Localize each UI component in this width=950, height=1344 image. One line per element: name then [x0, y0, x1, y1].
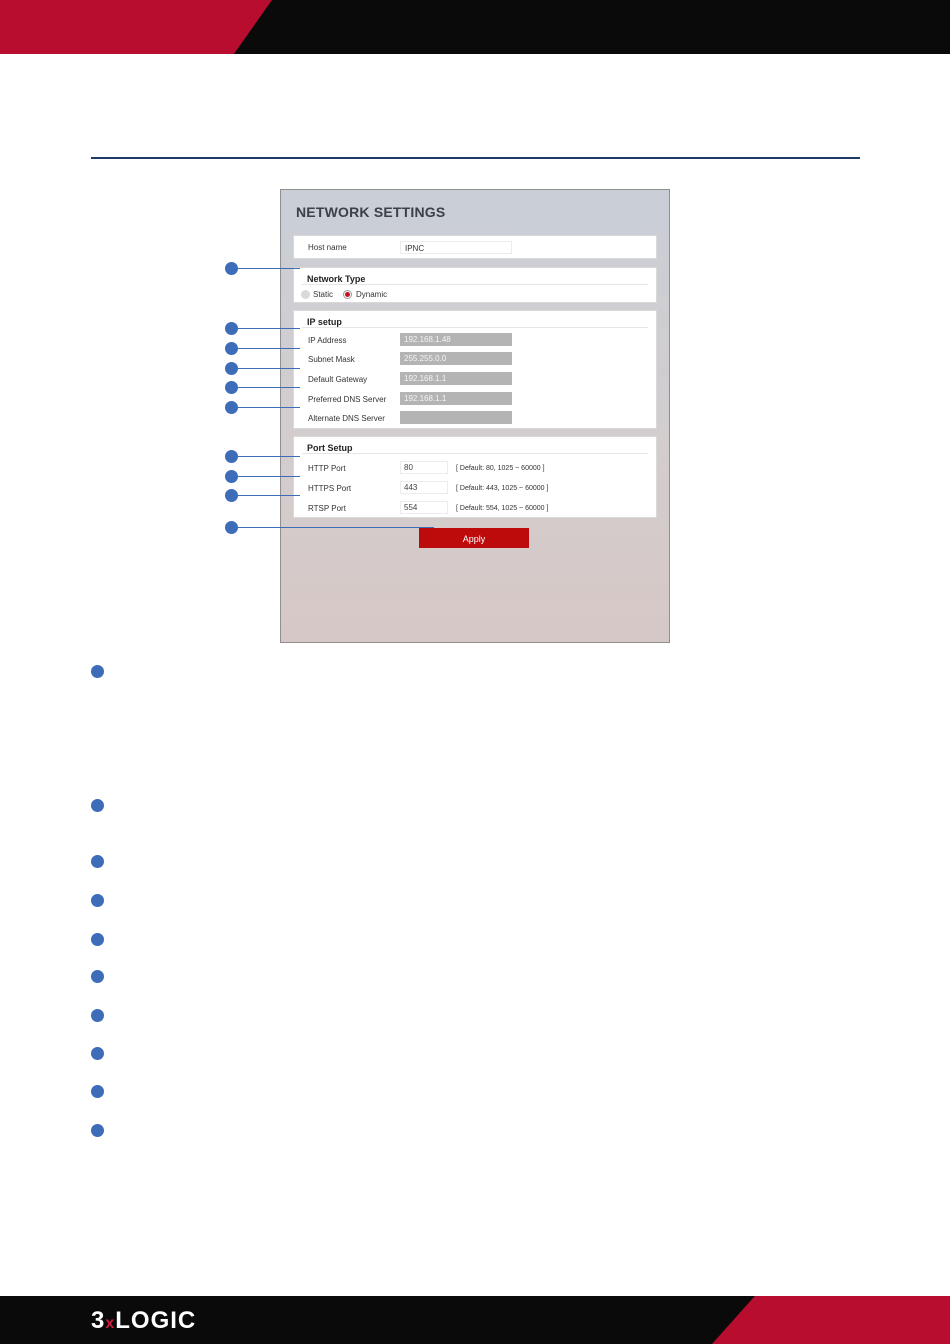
callout-marker	[225, 401, 238, 414]
https-port-label: HTTPS Port	[308, 484, 352, 493]
list-item-marker	[91, 894, 104, 907]
dynamic-radio[interactable]	[343, 290, 352, 299]
https-port-input[interactable]: 443	[400, 481, 448, 494]
default-gateway-input[interactable]: 192.168.1.1	[400, 372, 512, 385]
ip-address-input[interactable]: 192.168.1.48	[400, 333, 512, 346]
callout-marker	[225, 381, 238, 394]
callout-marker	[225, 322, 238, 335]
static-label: Static	[313, 290, 334, 299]
alternate-dns-label: Alternate DNS Server	[308, 414, 385, 423]
alternate-dns-input[interactable]	[400, 411, 512, 424]
callout-marker	[225, 470, 238, 483]
ip-setup-box	[293, 310, 657, 429]
preferred-dns-input[interactable]: 192.168.1.1	[400, 392, 512, 405]
callout-marker	[225, 521, 238, 534]
http-port-input[interactable]: 80	[400, 461, 448, 474]
preferred-dns-label: Preferred DNS Server	[308, 395, 387, 404]
port-setup-heading: Port Setup	[307, 443, 353, 453]
page-title: NETWORK SETTINGS	[296, 204, 446, 220]
subnet-mask-input[interactable]: 255.255.0.0	[400, 352, 512, 365]
http-port-label: HTTP Port	[308, 464, 346, 473]
subnet-mask-label: Subnet Mask	[308, 355, 355, 364]
dynamic-label: Dynamic	[356, 290, 388, 299]
list-item-marker	[91, 1124, 104, 1137]
port-setup-box	[293, 436, 657, 518]
network-type-box	[293, 267, 657, 303]
rtsp-port-label: RTSP Port	[308, 504, 346, 513]
callout-marker	[225, 489, 238, 502]
list-item-marker	[91, 970, 104, 983]
host-name-input[interactable]: IPNC	[400, 241, 512, 254]
apply-button[interactable]: Apply	[419, 528, 529, 548]
host-name-box	[293, 235, 657, 259]
callout-marker	[225, 262, 238, 275]
callout-marker	[225, 342, 238, 355]
list-item-marker	[91, 799, 104, 812]
https-port-default: [ Default: 443, 1025 ~ 60000 ]	[456, 485, 549, 492]
network-type-heading: Network Type	[307, 274, 366, 284]
network-settings-screenshot	[280, 189, 670, 643]
list-item-marker	[91, 1047, 104, 1060]
rtsp-port-default: [ Default: 554, 1025 ~ 60000 ]	[456, 505, 549, 512]
http-port-default: [ Default: 80, 1025 ~ 60000 ]	[456, 465, 545, 472]
list-item-marker	[91, 933, 104, 946]
ip-address-label: IP Address	[308, 336, 347, 345]
brand-logo: 3xLOGIC	[91, 1307, 197, 1334]
list-item-marker	[91, 855, 104, 868]
host-name-label: Host name	[308, 243, 347, 252]
default-gateway-label: Default Gateway	[308, 375, 368, 384]
list-item-marker	[91, 1085, 104, 1098]
section-divider	[91, 157, 860, 159]
callout-marker	[225, 362, 238, 375]
rtsp-port-input[interactable]: 554	[400, 501, 448, 514]
ip-setup-heading: IP setup	[307, 317, 342, 327]
static-radio[interactable]	[301, 290, 310, 299]
list-item-marker	[91, 1009, 104, 1022]
top-banner-accent	[0, 0, 272, 54]
callout-marker	[225, 450, 238, 463]
list-item-marker	[91, 665, 104, 678]
